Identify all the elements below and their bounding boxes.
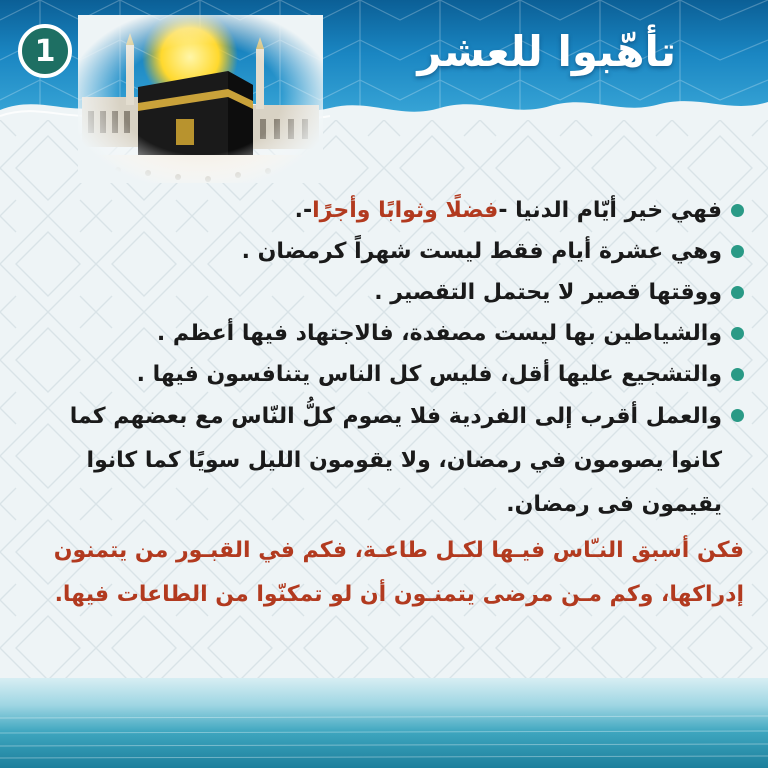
- list-item: [20, 231, 744, 272]
- bullet-dot-icon: [731, 204, 744, 217]
- page-title: تأهّبوا للعشر: [417, 27, 676, 76]
- bullet-dot-icon: [731, 409, 744, 422]
- bullet-text: فهي خير أيّام الدنيا -: [498, 198, 722, 223]
- bullet-dot-icon: [731, 368, 744, 381]
- bullet-dot-icon: [731, 327, 744, 340]
- bullet-list: [20, 190, 744, 527]
- kaaba-illustration: [78, 15, 323, 183]
- bullet-dot-icon: [731, 286, 744, 299]
- bullet-accent-text: فضلًا وثوابًا وأجرًا: [312, 198, 499, 223]
- list-item: [20, 190, 744, 231]
- bullet-suffix: -.: [294, 198, 313, 223]
- bullet-dot-icon: [731, 245, 744, 258]
- bullet-text: والعمل أقرب إلى الفردية فلا يصوم كلُّ النّاس مع بعضهم كما كانوا يصومون في رمضان، ولا يقومون الليل سويًا كما كانوا يقيمون فى رمضان.: [69, 404, 722, 517]
- bullet-text: وهي عشرة أيام فقط ليست شهراً كرمضان .: [241, 239, 722, 264]
- bullet-text: ووقتها قصير لا يحتمل التقصير .: [374, 280, 722, 305]
- sea-lines: [0, 678, 768, 768]
- list-item: [20, 272, 744, 313]
- sea-waves: [0, 678, 768, 768]
- list-item: [20, 313, 744, 354]
- closing-paragraph: فكن أسبق النـّاس فيـها لكـل طاعـة، فكم في القبـور من يتمنون إدراكها، وكم مـن مرضى يتمنـون أن لو تمكنّوا من الطاعات فيها.: [53, 538, 744, 607]
- bullet-text: والشياطين بها ليست مصفدة، فالاجتهاد فيها أعظم .: [156, 321, 722, 346]
- list-item: [20, 354, 744, 395]
- list-item: [20, 395, 744, 527]
- content-body: [20, 190, 744, 617]
- number-badge: 1: [18, 24, 72, 78]
- bullet-text: والتشجيع عليها أقل، فليس كل الناس يتنافسون فيها .: [136, 362, 722, 387]
